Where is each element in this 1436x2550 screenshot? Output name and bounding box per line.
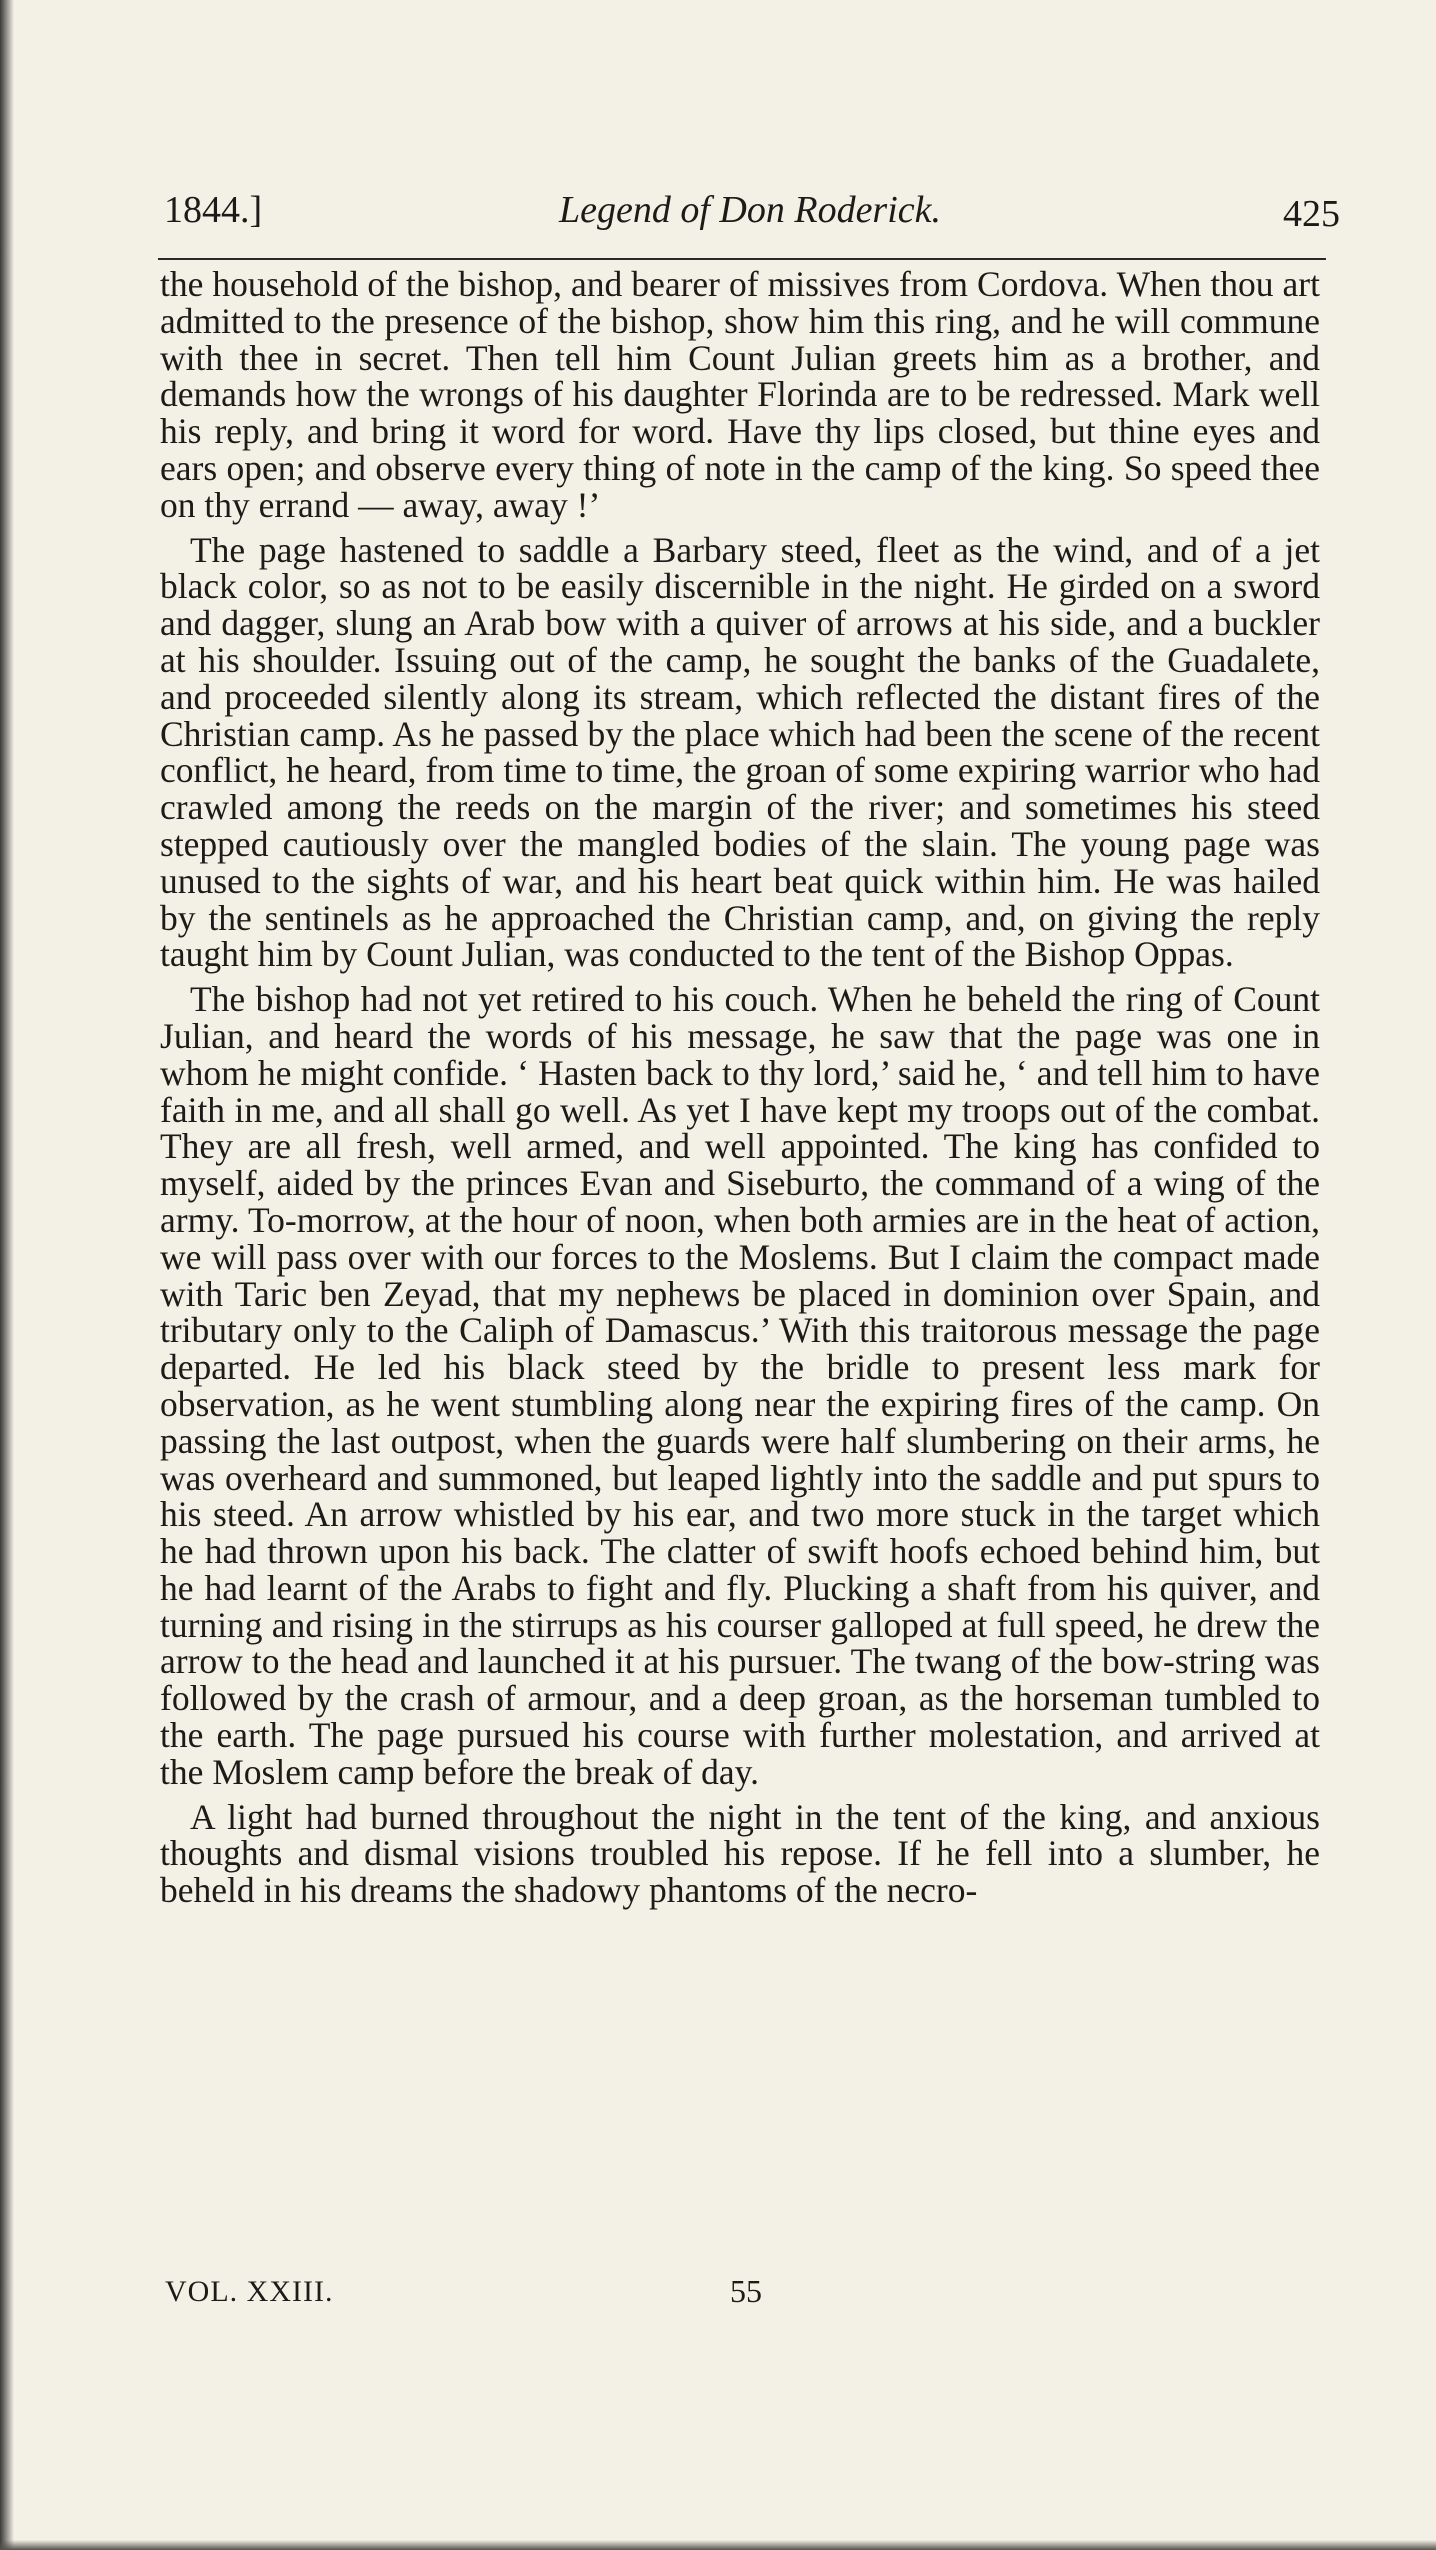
volume-label: VOL. XXIII. [165,2275,334,2308]
page-footer [165,2275,1325,2315]
paragraph-continued: the household of the bishop, and bearer of missives from Cordova. When thou art admitted to the presence of the bishop, show him this ring, and he will commune with thee in secret. Then tell him Count Julian greets him as a brother, and demands how the wrongs of his daughter Florinda are to be redressed. Mark well his reply, and bring it word for word. Have thy lips closed, but thine eyes and ears open; and observe every thing of note in the camp of the king. So speed thee on thy errand — away, away !’ [160,264,1320,525]
page-binding-shadow [0,0,14,2550]
signature-mark: 55 [730,2273,762,2309]
header-rule [158,258,1326,260]
page-number: 425 [1283,193,1340,235]
paragraph: A light had burned throughout the night in the tent of the king, and anxious thoughts and dismal visions troubled his repose. If he fell into a slumber, he beheld in his dreams the shadowy phantoms of the necro- [160,1796,1320,1911]
paragraph: The bishop had not yet retired to his couch. When he beheld the ring of Count Julian, and heard the words of his message, he saw that the page was one in whom he might confide. ‘ Hasten back to thy lord,’ said he, ‘ and tell him to have faith in me, and all shall go well. As yet I have kept my troops out of the combat. They are all fresh, well armed, and well appointed. The king has confided to myself, aided by the princes Evan and Siseburto, the command of a wing of the army. To-morrow, at the hour of noon, when both armies are in the heat of action, we will pass over with our forces to the Moslems. But I claim the compact made with Taric ben Zeyad, that my nephews be placed in dominion over Spain, and tributary only to the Caliph of Damascus.’ With this traitorous message the page departed. He led his black steed by the bridle to present less mark for observation, as he went stumbling along near the expiring fires of the camp. On passing the last outpost, when the guards were half slumbering on their arms, he was overheard and summoned, but leaped lightly into the saddle and put spurs to his steed. An arrow whistled by his ear, and two more stuck in the target which he had thrown upon his back. The clatter of swift hoofs echoed behind him, but he had learnt of the Arabs to fight and fly. Plucking a shaft from his quiver, and turning and rising in the stirrups as his courser galloped at full speed, he drew the arrow to the head and launched it at his pursuer. The twang of the bow-string was followed by the crash of armour, and a deep groan, as the horseman tumbled to the earth. The page pursued his course with further molestation, and arrived at the Moslem camp before the break of day. [160,979,1320,1792]
running-header [160,188,1340,238]
paragraph: The page hastened to saddle a Barbary steed, fleet as the wind, and of a jet black color, so as not to be easily discernible in the night. He girded on a sword and dagger, slung an Arab bow with a quiver of arrows at his side, and a buckler at his shoulder. Issuing out of the camp, he sought the banks of the Guadalete, and proceeded silently along its stream, which reflected the distant fires of the Christian camp. As he passed by the place which had been the scene of the recent conflict, he heard, from time to time, the groan of some expiring warrior who had crawled among the reeds on the margin of the river; and sometimes his steed stepped cautiously over the mangled bodies of the slain. The young page was unused to the sights of war, and his heart beat quick within him. He was hailed by the sentinels as he approached the Christian camp, and, on giving the reply taught him by Count Julian, was conducted to the tent of the Bishop Oppas. [160,529,1320,975]
header-title: Legend of Don Roderick. [558,189,942,231]
header-year: 1844.] [164,189,263,231]
body-text [160,266,1320,1917]
page-bottom-edge [0,2540,1436,2550]
